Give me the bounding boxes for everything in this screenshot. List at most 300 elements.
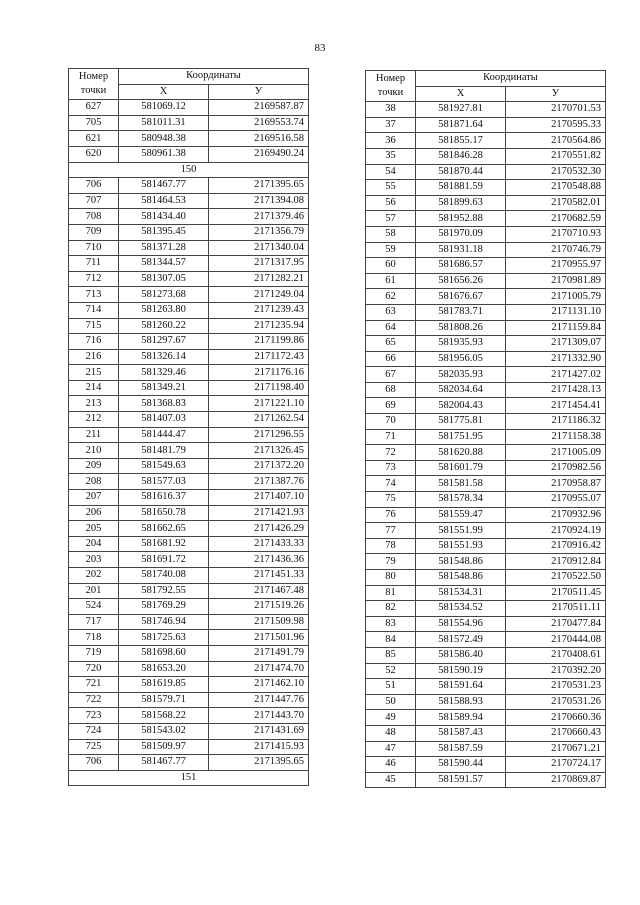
point-number-cell: 54	[366, 164, 416, 180]
x-coordinate-cell: 581297.67	[119, 334, 209, 350]
point-number-cell: 711	[69, 256, 119, 272]
table-row	[366, 242, 606, 258]
table-row	[366, 616, 606, 632]
left-table-header	[69, 69, 309, 100]
point-number-cell: 724	[69, 723, 119, 739]
x-coordinate-cell: 581534.31	[416, 585, 506, 601]
point-number-cell: 210	[69, 443, 119, 459]
y-coordinate-cell: 2170701.53	[506, 102, 606, 118]
x-coordinate-cell: 581307.05	[119, 271, 209, 287]
table-row	[366, 133, 606, 149]
table-row	[69, 349, 309, 365]
point-number-cell: 207	[69, 490, 119, 506]
y-coordinate-cell: 2170477.84	[506, 616, 606, 632]
point-number-cell: 71	[366, 429, 416, 445]
x-coordinate-cell: 581568.22	[119, 708, 209, 724]
point-number-cell: 38	[366, 102, 416, 118]
point-number-cell: 715	[69, 318, 119, 334]
x-coordinate-cell: 581467.77	[119, 755, 209, 771]
x-coordinate-cell: 581899.63	[416, 195, 506, 211]
table-row	[69, 427, 309, 443]
table-row	[366, 211, 606, 227]
table-row	[366, 429, 606, 445]
table-row	[69, 614, 309, 630]
x-coordinate-cell: 581952.88	[416, 211, 506, 227]
y-coordinate-cell: 2171394.08	[209, 193, 309, 209]
y-coordinate-cell: 2171309.07	[506, 336, 606, 352]
table-row	[366, 382, 606, 398]
y-coordinate-cell: 2170671.21	[506, 741, 606, 757]
x-coordinate-cell: 581407.03	[119, 412, 209, 428]
x-coordinate-cell: 581011.31	[119, 115, 209, 131]
x-coordinate-cell: 582004.43	[416, 398, 506, 414]
y-coordinate-cell: 2171379.46	[209, 209, 309, 225]
x-coordinate-cell: 581543.02	[119, 723, 209, 739]
x-coordinate-cell: 581783.71	[416, 304, 506, 320]
y-coordinate-cell: 2170444.08	[506, 632, 606, 648]
point-number-cell: 721	[69, 677, 119, 693]
y-coordinate-cell: 2171282.21	[209, 271, 309, 287]
y-coordinate-cell: 2171387.76	[209, 474, 309, 490]
y-coordinate-cell: 2170511.45	[506, 585, 606, 601]
x-coordinate-cell: 581870.44	[416, 164, 506, 180]
point-number-cell: 722	[69, 692, 119, 708]
y-coordinate-cell: 2171198.40	[209, 380, 309, 396]
y-coordinate-cell: 2170392.20	[506, 663, 606, 679]
y-coordinate-cell: 2170869.87	[506, 772, 606, 788]
point-number-cell: 56	[366, 195, 416, 211]
table-row	[69, 474, 309, 490]
y-coordinate-cell: 2170511.11	[506, 601, 606, 617]
table-row	[69, 380, 309, 396]
table-row	[366, 304, 606, 320]
x-coordinate-cell: 581464.53	[119, 193, 209, 209]
table-row	[69, 723, 309, 739]
x-coordinate-cell: 581808.26	[416, 320, 506, 336]
y-coordinate-cell: 2170532.30	[506, 164, 606, 180]
table-row	[69, 115, 309, 131]
point-number-cell: 204	[69, 536, 119, 552]
x-coordinate-cell: 581548.86	[416, 570, 506, 586]
x-coordinate-cell: 581395.45	[119, 224, 209, 240]
x-coordinate-cell: 581591.57	[416, 772, 506, 788]
point-number-cell: 83	[366, 616, 416, 632]
table-row	[366, 273, 606, 289]
x-coordinate-cell: 581260.22	[119, 318, 209, 334]
y-coordinate-cell: 2169490.24	[209, 146, 309, 162]
point-number-header	[69, 69, 119, 100]
point-number-cell: 85	[366, 647, 416, 663]
point-number-cell: 209	[69, 458, 119, 474]
x-coordinate-cell: 581589.94	[416, 710, 506, 726]
y-coordinate-cell: 2171433.33	[209, 536, 309, 552]
point-number-cell: 202	[69, 568, 119, 584]
point-number-cell: 50	[366, 694, 416, 710]
x-coordinate-cell: 581751.95	[416, 429, 506, 445]
x-coordinate-cell: 581349.21	[119, 380, 209, 396]
table-row	[69, 739, 309, 755]
point-number-cell: 706	[69, 178, 119, 194]
point-number-cell: 723	[69, 708, 119, 724]
y-coordinate-cell: 2171407.10	[209, 490, 309, 506]
table-row	[366, 772, 606, 788]
y-coordinate-cell: 2171415.93	[209, 739, 309, 755]
y-coordinate-cell: 2171172.43	[209, 349, 309, 365]
x-coordinate-cell: 581662.65	[119, 521, 209, 537]
point-number-cell: 75	[366, 492, 416, 508]
point-number-cell: 67	[366, 367, 416, 383]
point-number-cell: 81	[366, 585, 416, 601]
table-row	[366, 663, 606, 679]
x-coordinate-cell: 581581.58	[416, 476, 506, 492]
table-row	[366, 538, 606, 554]
table-row	[69, 224, 309, 240]
point-number-cell: 57	[366, 211, 416, 227]
point-number-cell: 201	[69, 583, 119, 599]
table-row	[69, 755, 309, 771]
x-coordinate-cell: 581434.40	[119, 209, 209, 225]
y-coordinate-cell: 2171428.13	[506, 382, 606, 398]
point-number-cell: 203	[69, 552, 119, 568]
y-coordinate-cell: 2169516.58	[209, 131, 309, 147]
table-row	[366, 148, 606, 164]
y-coordinate-cell: 2170955.07	[506, 492, 606, 508]
y-coordinate-cell: 2170408.61	[506, 647, 606, 663]
y-coordinate-cell: 2171356.79	[209, 224, 309, 240]
table-row	[366, 710, 606, 726]
x-coordinate-cell: 581329.46	[119, 365, 209, 381]
table-row	[366, 226, 606, 242]
y-header: У	[506, 86, 606, 102]
x-coordinate-cell: 581371.28	[119, 240, 209, 256]
table-row	[366, 507, 606, 523]
table-row	[366, 445, 606, 461]
y-coordinate-cell: 2170710.93	[506, 226, 606, 242]
x-coordinate-cell: 581577.03	[119, 474, 209, 490]
point-number-cell: 78	[366, 538, 416, 554]
y-coordinate-cell: 2170522.50	[506, 570, 606, 586]
y-coordinate-cell: 2171519.26	[209, 599, 309, 615]
y-coordinate-cell: 2171176.16	[209, 365, 309, 381]
x-coordinate-cell: 581619.85	[119, 677, 209, 693]
x-coordinate-cell: 581326.14	[119, 349, 209, 365]
x-coordinate-cell: 581656.26	[416, 273, 506, 289]
x-coordinate-cell: 581587.59	[416, 741, 506, 757]
point-number-cell: 46	[366, 757, 416, 773]
x-coordinate-cell: 581548.86	[416, 554, 506, 570]
contour-number-row	[69, 770, 309, 786]
x-coordinate-cell: 581881.59	[416, 180, 506, 196]
x-coordinate-cell: 581691.72	[119, 552, 209, 568]
point-number-cell: 208	[69, 474, 119, 490]
x-coordinate-cell: 581590.19	[416, 663, 506, 679]
y-coordinate-cell: 2170746.79	[506, 242, 606, 258]
table-row	[366, 460, 606, 476]
y-coordinate-cell: 2170924.19	[506, 523, 606, 539]
y-coordinate-cell: 2171467.48	[209, 583, 309, 599]
x-coordinate-cell: 581586.40	[416, 647, 506, 663]
x-coordinate-cell: 581551.99	[416, 523, 506, 539]
right-coordinates-table	[365, 70, 606, 788]
x-coordinate-cell: 581970.09	[416, 226, 506, 242]
table-row	[69, 536, 309, 552]
x-coordinate-cell: 581935.93	[416, 336, 506, 352]
point-number-cell: 716	[69, 334, 119, 350]
x-coordinate-cell: 581344.57	[119, 256, 209, 272]
point-number-cell: 59	[366, 242, 416, 258]
y-coordinate-cell: 2171509.98	[209, 614, 309, 630]
point-number-cell: 66	[366, 351, 416, 367]
point-number-cell: 58	[366, 226, 416, 242]
table-row	[69, 677, 309, 693]
y-coordinate-cell: 2171421.93	[209, 505, 309, 521]
x-coordinate-cell: 581871.64	[416, 117, 506, 133]
y-coordinate-cell: 2171262.54	[209, 412, 309, 428]
y-coordinate-cell: 2170595.33	[506, 117, 606, 133]
point-number-cell: 76	[366, 507, 416, 523]
table-row	[69, 256, 309, 272]
table-row	[69, 396, 309, 412]
x-coordinate-cell: 581591.64	[416, 679, 506, 695]
header-line-2: точки	[377, 87, 404, 99]
point-number-cell: 84	[366, 632, 416, 648]
x-coordinate-cell: 581578.34	[416, 492, 506, 508]
point-number-cell: 51	[366, 679, 416, 695]
point-number-cell: 65	[366, 336, 416, 352]
table-row	[69, 599, 309, 615]
point-number-cell: 70	[366, 414, 416, 430]
point-number-cell: 47	[366, 741, 416, 757]
y-coordinate-cell: 2171443.70	[209, 708, 309, 724]
y-coordinate-cell: 2171447.76	[209, 692, 309, 708]
y-coordinate-cell: 2170912.84	[506, 554, 606, 570]
table-row	[69, 645, 309, 661]
header-line-1: Номер	[78, 71, 109, 83]
table-row	[69, 302, 309, 318]
table-row	[69, 552, 309, 568]
y-coordinate-cell: 2170981.89	[506, 273, 606, 289]
y-coordinate-cell: 2171340.04	[209, 240, 309, 256]
coordinates-header: Координаты	[416, 71, 606, 87]
y-coordinate-cell: 2171326.45	[209, 443, 309, 459]
x-coordinate-cell: 581587.43	[416, 725, 506, 741]
point-number-cell: 627	[69, 100, 119, 116]
y-coordinate-cell: 2170955.97	[506, 258, 606, 274]
left-coordinates-table	[68, 68, 309, 786]
y-coordinate-cell: 2171235.94	[209, 318, 309, 334]
y-coordinate-cell: 2171221.10	[209, 396, 309, 412]
table-row	[69, 630, 309, 646]
table-row	[366, 414, 606, 430]
point-number-cell: 720	[69, 661, 119, 677]
table-row	[366, 351, 606, 367]
table-row	[69, 318, 309, 334]
y-coordinate-cell: 2171454.41	[506, 398, 606, 414]
point-number-cell: 213	[69, 396, 119, 412]
point-number-cell: 212	[69, 412, 119, 428]
x-coordinate-cell: 581481.79	[119, 443, 209, 459]
table-row	[69, 661, 309, 677]
y-coordinate-cell: 2171372.20	[209, 458, 309, 474]
y-coordinate-cell: 2171005.09	[506, 445, 606, 461]
x-coordinate-cell: 581549.63	[119, 458, 209, 474]
point-number-cell: 216	[69, 349, 119, 365]
x-coordinate-cell: 581650.78	[119, 505, 209, 521]
point-number-cell: 68	[366, 382, 416, 398]
table-row	[366, 195, 606, 211]
point-number-cell: 60	[366, 258, 416, 274]
point-number-cell: 69	[366, 398, 416, 414]
table-row	[366, 117, 606, 133]
x-coordinate-cell: 581273.68	[119, 287, 209, 303]
point-number-cell: 35	[366, 148, 416, 164]
point-number-cell: 708	[69, 209, 119, 225]
point-number-cell: 36	[366, 133, 416, 149]
y-header: У	[209, 84, 309, 100]
x-coordinate-cell: 581931.18	[416, 242, 506, 258]
x-coordinate-cell: 581601.79	[416, 460, 506, 476]
table-row	[69, 505, 309, 521]
point-number-cell: 74	[366, 476, 416, 492]
x-coordinate-cell: 581775.81	[416, 414, 506, 430]
x-coordinate-cell: 581551.93	[416, 538, 506, 554]
point-number-cell: 712	[69, 271, 119, 287]
y-coordinate-cell: 2170724.17	[506, 757, 606, 773]
table-row	[366, 367, 606, 383]
y-coordinate-cell: 2171249.04	[209, 287, 309, 303]
x-coordinate-cell: 581792.55	[119, 583, 209, 599]
y-coordinate-cell: 2170564.86	[506, 133, 606, 149]
point-number-cell: 725	[69, 739, 119, 755]
table-row	[69, 490, 309, 506]
table-row	[366, 336, 606, 352]
point-number-cell: 49	[366, 710, 416, 726]
point-number-cell: 705	[69, 115, 119, 131]
y-coordinate-cell: 2171436.36	[209, 552, 309, 568]
header-line-1: Номер	[375, 73, 406, 85]
x-coordinate-cell: 581444.47	[119, 427, 209, 443]
table-row	[366, 320, 606, 336]
x-coordinate-cell: 581653.20	[119, 661, 209, 677]
point-number-cell: 48	[366, 725, 416, 741]
x-coordinate-cell: 581846.28	[416, 148, 506, 164]
point-number-cell: 206	[69, 505, 119, 521]
table-row	[366, 289, 606, 305]
point-number-cell: 205	[69, 521, 119, 537]
x-coordinate-cell: 581069.12	[119, 100, 209, 116]
table-row	[69, 568, 309, 584]
point-number-cell: 64	[366, 320, 416, 336]
x-coordinate-cell: 580948.38	[119, 131, 209, 147]
table-row	[69, 209, 309, 225]
y-coordinate-cell: 2171451.33	[209, 568, 309, 584]
point-number-cell: 52	[366, 663, 416, 679]
y-coordinate-cell: 2170982.56	[506, 460, 606, 476]
point-number-cell: 714	[69, 302, 119, 318]
point-number-cell: 63	[366, 304, 416, 320]
y-coordinate-cell: 2170531.26	[506, 694, 606, 710]
x-coordinate-cell: 581681.92	[119, 536, 209, 552]
table-row	[366, 398, 606, 414]
table-row	[366, 585, 606, 601]
table-row	[366, 554, 606, 570]
y-coordinate-cell: 2171199.86	[209, 334, 309, 350]
table-row	[366, 632, 606, 648]
point-number-cell: 37	[366, 117, 416, 133]
y-coordinate-cell: 2171427.02	[506, 367, 606, 383]
x-header: X	[119, 84, 209, 100]
right-table-header	[366, 71, 606, 102]
y-coordinate-cell: 2171332.90	[506, 351, 606, 367]
x-coordinate-cell: 581467.77	[119, 178, 209, 194]
table-row	[69, 692, 309, 708]
x-coordinate-cell: 581746.94	[119, 614, 209, 630]
x-coordinate-cell: 581956.05	[416, 351, 506, 367]
y-coordinate-cell: 2170660.36	[506, 710, 606, 726]
table-row	[366, 679, 606, 695]
contour-number-row	[69, 162, 309, 178]
contour-number: 150	[69, 162, 309, 178]
contour-number: 151	[69, 770, 309, 786]
y-coordinate-cell: 2170932.96	[506, 507, 606, 523]
point-number-cell: 211	[69, 427, 119, 443]
table-row	[69, 131, 309, 147]
point-number-cell: 524	[69, 599, 119, 615]
x-coordinate-cell: 581740.08	[119, 568, 209, 584]
table-row	[366, 102, 606, 118]
table-row	[366, 523, 606, 539]
y-coordinate-cell: 2170551.82	[506, 148, 606, 164]
table-row	[366, 180, 606, 196]
x-coordinate-cell: 582035.93	[416, 367, 506, 383]
x-coordinate-cell: 581263.80	[119, 302, 209, 318]
table-row	[366, 492, 606, 508]
table-row	[366, 164, 606, 180]
x-coordinate-cell: 581698.60	[119, 645, 209, 661]
table-row	[366, 647, 606, 663]
y-coordinate-cell: 2171159.84	[506, 320, 606, 336]
left-table-body	[69, 100, 309, 786]
point-number-cell: 710	[69, 240, 119, 256]
y-coordinate-cell: 2171474.70	[209, 661, 309, 677]
point-number-cell: 82	[366, 601, 416, 617]
x-coordinate-cell: 581855.17	[416, 133, 506, 149]
point-number-cell: 707	[69, 193, 119, 209]
y-coordinate-cell: 2171131.10	[506, 304, 606, 320]
point-number-cell: 620	[69, 146, 119, 162]
point-number-cell: 61	[366, 273, 416, 289]
y-coordinate-cell: 2171317.95	[209, 256, 309, 272]
x-coordinate-cell: 580961.38	[119, 146, 209, 162]
y-coordinate-cell: 2170531.23	[506, 679, 606, 695]
point-number-cell: 713	[69, 287, 119, 303]
table-row	[366, 694, 606, 710]
y-coordinate-cell: 2171431.69	[209, 723, 309, 739]
y-coordinate-cell: 2171462.10	[209, 677, 309, 693]
page-number: 83	[314, 42, 326, 54]
x-coordinate-cell: 581676.67	[416, 289, 506, 305]
y-coordinate-cell: 2171005.79	[506, 289, 606, 305]
point-number-cell: 55	[366, 180, 416, 196]
y-coordinate-cell: 2169587.87	[209, 100, 309, 116]
table-row	[69, 240, 309, 256]
header-line-2: точки	[80, 85, 107, 97]
point-number-cell: 62	[366, 289, 416, 305]
x-coordinate-cell: 581620.88	[416, 445, 506, 461]
x-coordinate-cell: 581572.49	[416, 632, 506, 648]
table-row	[366, 725, 606, 741]
x-coordinate-cell: 581368.83	[119, 396, 209, 412]
